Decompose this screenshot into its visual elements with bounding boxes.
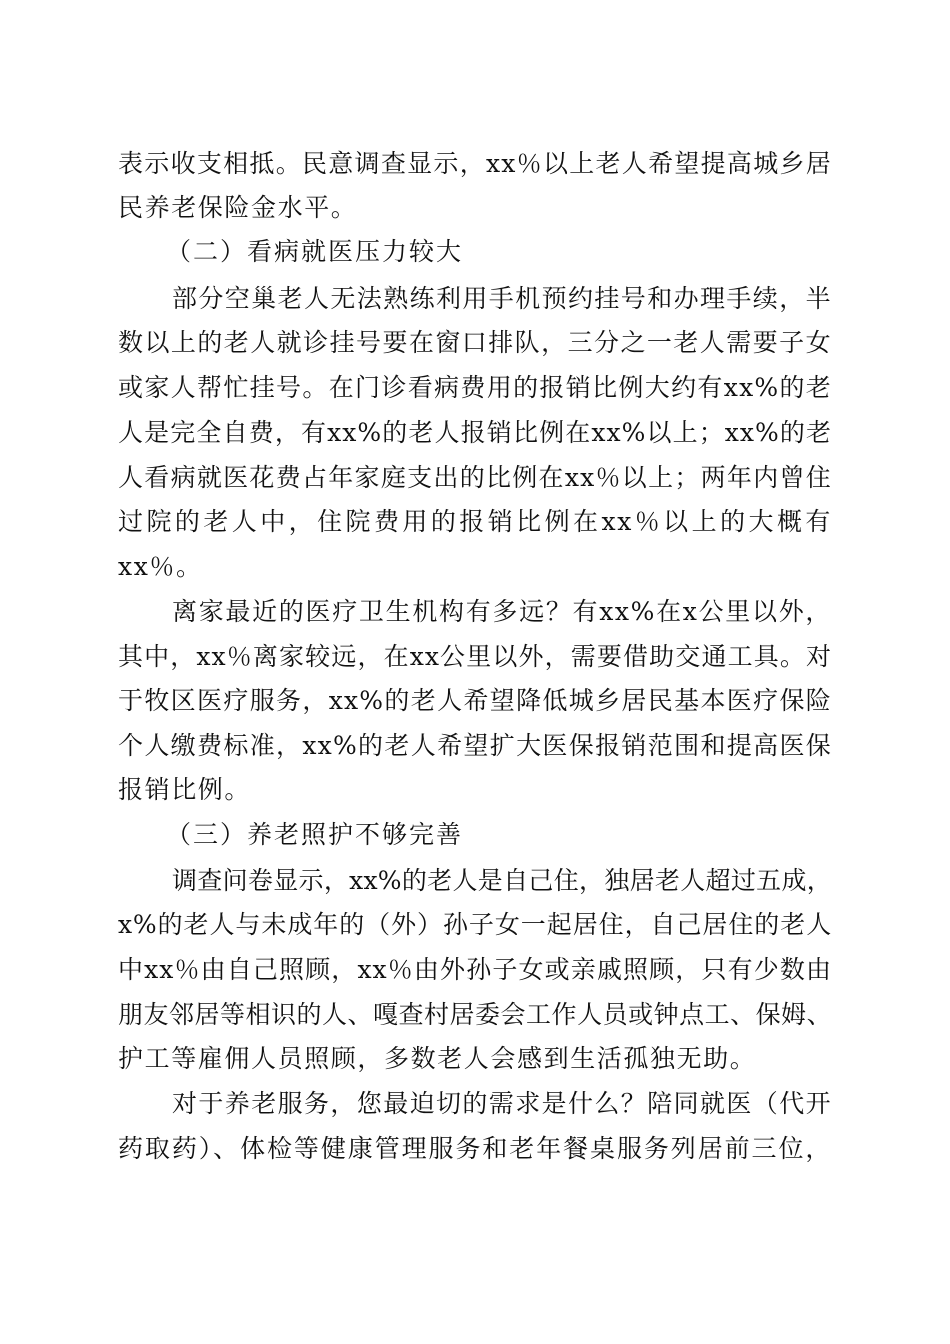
paragraph-line: 或家人帮忙挂号。在门诊看病费用的报销比例大约有xx%的老 [118,373,832,402]
paragraph-line: 个人缴费标准，xx%的老人希望扩大医保报销范围和提高医保 [118,731,832,760]
paragraph-line: 表示收支相抵。民意调查显示，xx％以上老人希望提高城乡居 [118,149,832,178]
paragraph-line: xx％。 [118,552,203,581]
paragraph-line: 过院的老人中，住院费用的报销比例在xx％以上的大概有 [118,507,832,536]
paragraph-line: 部分空巢老人无法熟练利用手机预约挂号和办理手续，半 [172,284,833,313]
paragraph-line: 护工等雇佣人员照顾，多数老人会感到生活孤独无助。 [118,1044,757,1073]
paragraph-line: 朋友邻居等相识的人、嘎查村居委会工作人员或钟点工、保姆、 [118,1000,832,1029]
paragraph-line: 人是完全自费，有xx%的老人报销比例在xx%以上；xx%的老 [118,418,832,447]
section-heading: （二）看病就医压力较大 [166,237,464,266]
paragraph-line: 报销比例。 [118,775,252,804]
paragraph-line: 民养老保险金水平。 [118,193,358,222]
section-heading: （三）养老照护不够完善 [166,820,464,849]
paragraph-line: 数以上的老人就诊挂号要在窗口排队，三分之一老人需要子女 [118,328,832,357]
paragraph-line: 其中，xx％离家较远，在xx公里以外，需要借助交通工具。对 [118,642,832,671]
paragraph-line: 药取药）、体检等健康管理服务和老年餐桌服务列居前三位， [118,1134,832,1163]
paragraph-line: 中xx％由自己照顾，xx％由外孙子女或亲戚照顾，只有少数由 [118,955,832,984]
paragraph-line: 对于养老服务，您最迫切的需求是什么？陪同就医（代开 [172,1089,833,1118]
paragraph-line: 离家最近的医疗卫生机构有多远？有xx%在x公里以外， [172,597,832,626]
paragraph-line: 于牧区医疗服务，xx%的老人希望降低城乡居民基本医疗保险 [118,686,832,715]
paragraph-line: 人看病就医花费占年家庭支出的比例在xx％以上；两年内曾住 [118,463,832,492]
paragraph-line: x%的老人与未成年的（外）孙子女一起居住，自己居住的老人 [118,910,832,939]
paragraph-line: 调查问卷显示，xx%的老人是自己住，独居老人超过五成， [172,866,832,895]
